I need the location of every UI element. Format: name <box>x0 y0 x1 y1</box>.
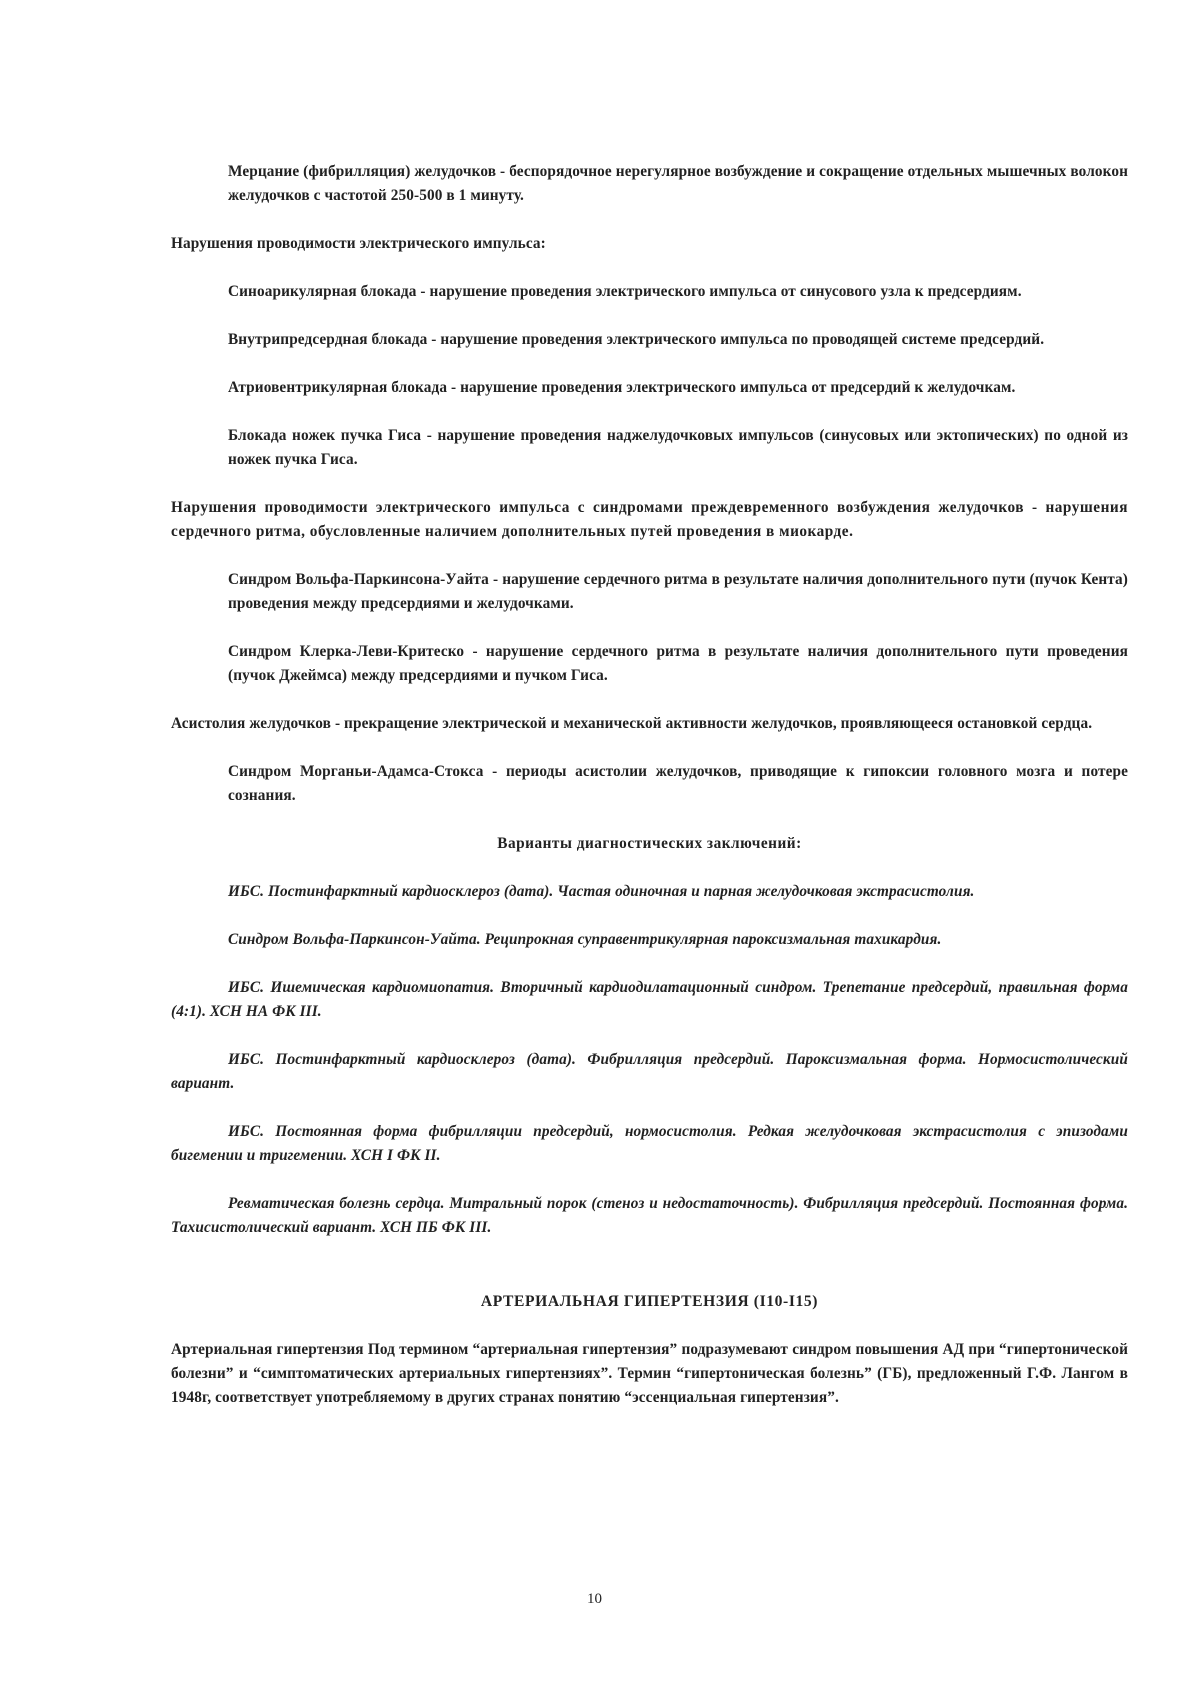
heading-conduction-disorders: Нарушения проводимости электрического импульса: <box>171 235 546 252</box>
heading-asystole: Асистолия желудочков - прекращение электрической и механической активности желудочков, проявляющееся остановкой сердца. <box>171 715 1093 732</box>
paragraph-ventricular-fibrillation: Мерцание (фибрилляция) желудочков - беспорядочное нерегулярное возбуждение и сокращение отдельных мышечных волокон желудочков с частотой 250-500 в 1 минуту. <box>228 163 1128 204</box>
list-item: Синдром Клерка-Леви-Критеско - нарушение сердечного ритма в результате наличия дополнительного пути проведения (пучок Джеймса) между предсердиями и пучком Гиса. <box>228 643 1128 684</box>
document-page <box>171 160 1128 1410</box>
list-item: Блокада ножек пучка Гиса - нарушение проведения наджелудочковых импульсов (синусовых или эктопических) по одной из ножек пучка Гиса. <box>228 427 1128 468</box>
list-item: Внутрипредсердная блокада - нарушение проведения электрического импульса по проводящей системе предсердий. <box>228 331 1045 348</box>
list-item: Синоарикулярная блокада - нарушение проведения электрического импульса от синусового узла к предсердиям. <box>228 283 1022 300</box>
diagnosis-item: ИБС. Ишемическая кардиомиопатия. Вторичный кардиодилатационный синдром. Трепетание предсердий, правильная форма (4:1). ХСН НА ФК III. <box>171 979 1128 1020</box>
list-item: Синдром Вольфа-Паркинсона-Уайта - нарушение сердечного ритма в результате наличия дополнительного пути (пучок Кента) проведения между предсердиями и желудочками. <box>228 571 1128 612</box>
section-title: АРТЕРИАЛЬНАЯ ГИПЕРТЕНЗИЯ (I10-I15) <box>480 1293 819 1310</box>
list-item: Атриовентрикулярная блокада - нарушение проведения электрического импульса от предсердий к желудочкам. <box>228 379 1016 396</box>
diagnoses-title: Варианты диагностических заключений: <box>497 835 802 852</box>
diagnosis-item: ИБС. Постинфарктный кардиосклероз (дата). Частая одиночная и парная желудочковая экстрасистолия. <box>228 883 975 900</box>
page-number: 10 <box>587 1591 602 1607</box>
diagnosis-item: Синдром Вольфа-Паркинсон-Уайта. Реципрокная суправентрикулярная пароксизмальная тахикардия. <box>228 931 942 948</box>
diagnosis-item: ИБС. Постинфарктный кардиосклероз (дата). Фибрилляция предсердий. Пароксизмальная форма. Нормосистолический вариант. <box>171 1051 1128 1092</box>
diagnosis-item: Ревматическая болезнь сердца. Митральный порок (стеноз и недостаточность). Фибрилляция предсердий. Постоянная форма. Тахисистолический вариант. ХСН ПБ ФК III. <box>171 1195 1128 1236</box>
diagnosis-item: ИБС. Постоянная форма фибрилляции предсердий, нормосистолия. Редкая желудочковая экстрасистолия с эпизодами бигемении и тригемении. ХСН I ФК II. <box>171 1123 1128 1164</box>
section-body: Артериальная гипертензия Под термином “артериальная гипертензия” подразумевают синдром повышения АД при “гипертонической болезни” и “симптоматических артериальных гипертензиях”. Термин “гипертоническая болезнь” (ГБ), предложенный Г.Ф. Лангом в 1948г, соответствует употребляемому в других странах понятию “эссенциальная гипертензия”. <box>171 1341 1128 1406</box>
list-item: Синдром Морганьи-Адамса-Стокса - периоды асистолии желудочков, приводящие к гипоксии головного мозга и потере сознания. <box>228 763 1128 804</box>
heading-preexcitation: Нарушения проводимости электрического импульса с синдромами преждевременного возбуждения желудочков - нарушения сердечного ритма, обусловленные наличием дополнительных путей проведения в миокарде. <box>171 499 1128 540</box>
